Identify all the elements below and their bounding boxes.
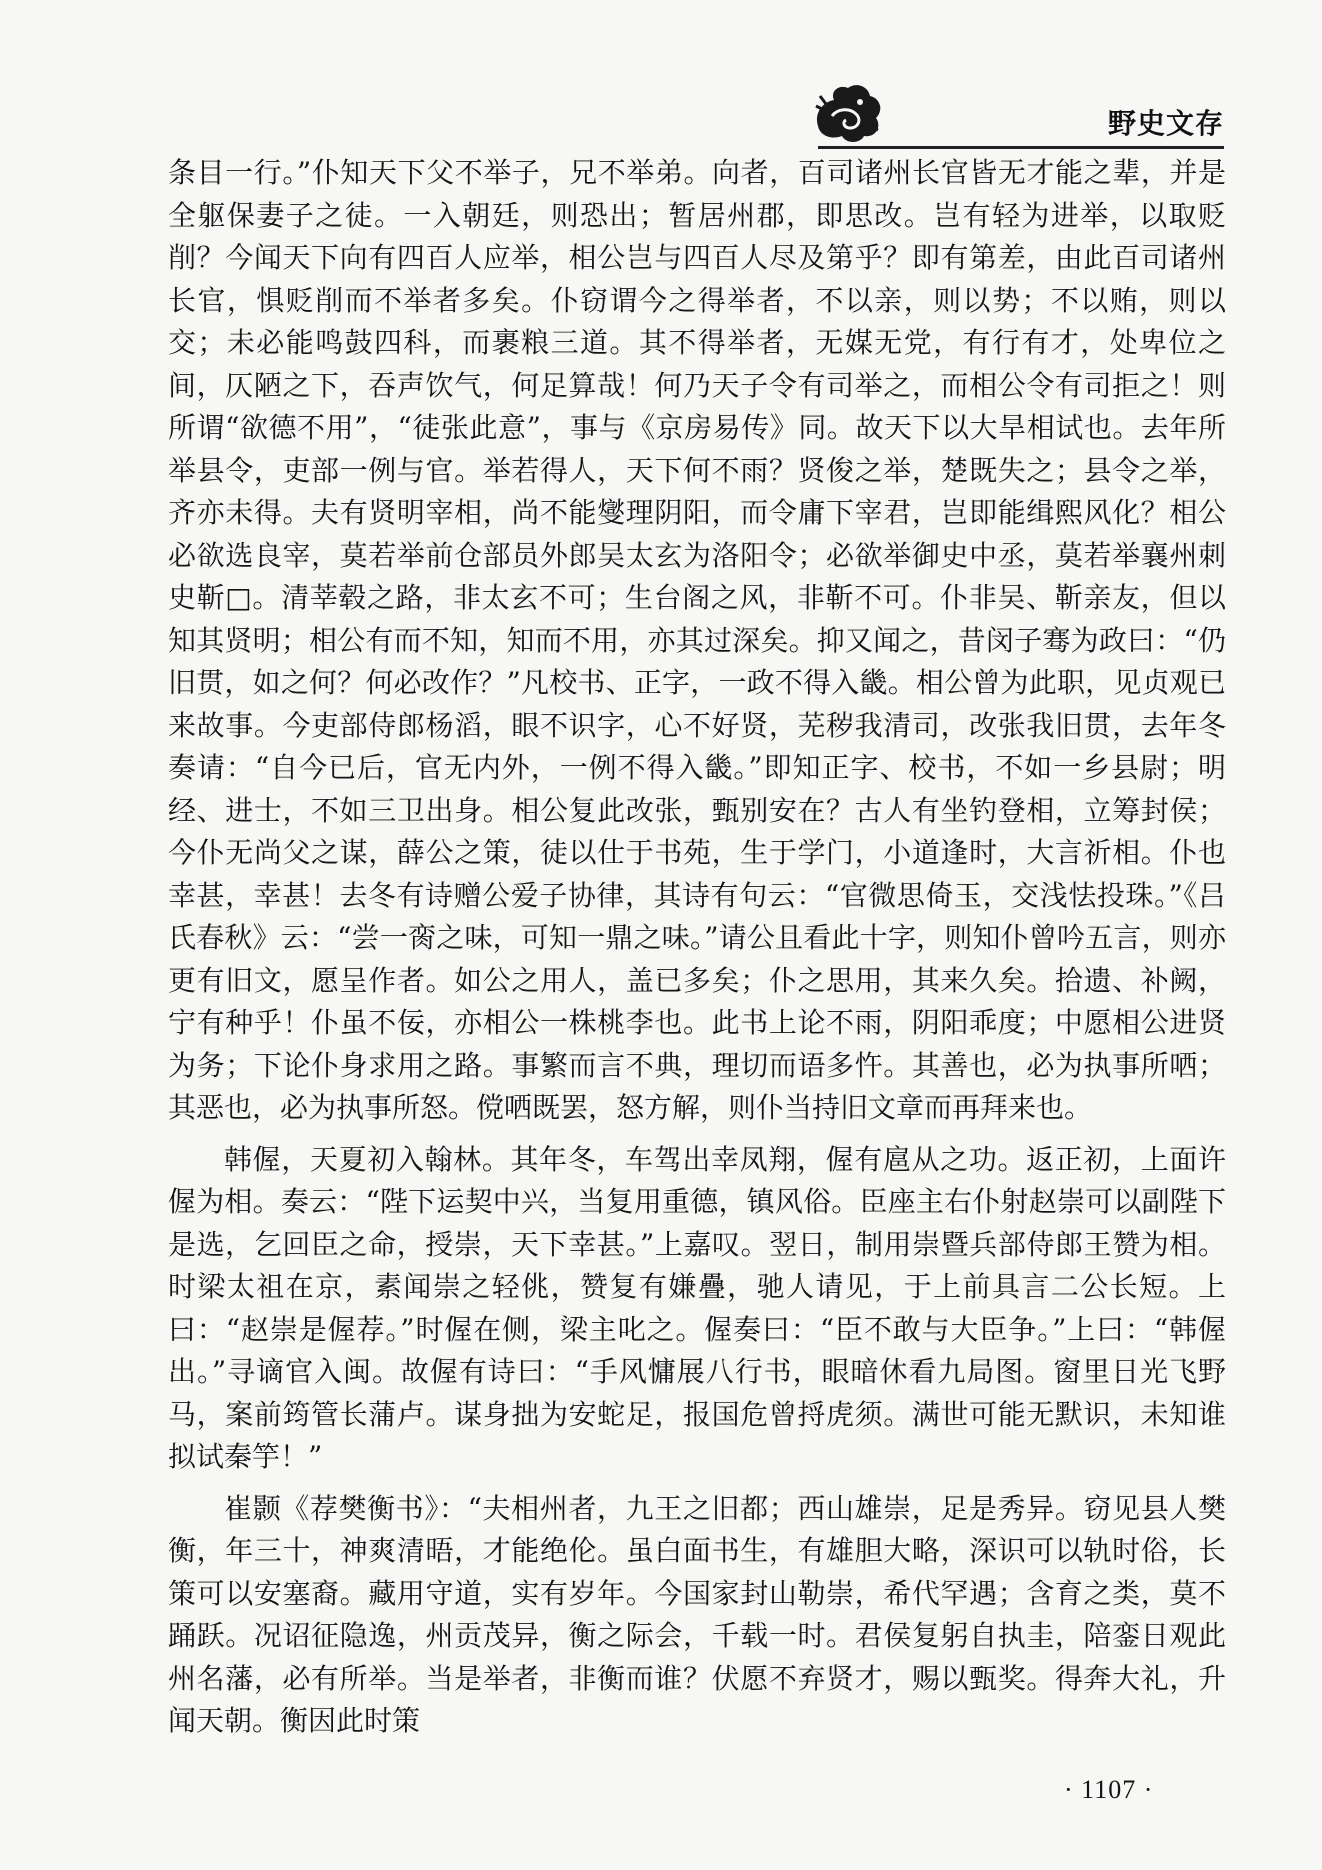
running-header (170, 88, 1224, 160)
header-rule (818, 146, 1224, 149)
header-title: 野史文存 (1107, 107, 1224, 140)
paragraph-1: 条目一行。”仆知天下父不举子，兄不举弟。向者，百司诸州长官皆无才能之辈，并是全躯保妻子之徒。一入朝廷，则恐出；暂居州郡，即思改。岂有轻为进举，以取贬削？今闻天下向有四百人应举，相公岂与四百人尽及第乎？即有第差，由此百司诸州长官，惧贬削而不举者多矣。仆窃谓今之得举者，不以亲，则以势；不以贿，则以交；未必能鸣鼓四科，而裹粮三道。其不得举者，无媒无党，有行有才，处卑位之间，仄陋之下，吞声饮气，何足算哉！何乃天子令有司举之，而相公令有司拒之！则所谓“欲德不用”，“徒张此意”，事与《京房易传》同。故天下以大旱相试也。去年所举县令，吏部一例与官。举若得人，天下何不雨？贤俊之举，楚既失之；县令之举，齐亦未得。夫有贤明宰相，尚不能燮理阴阳，而令庸下宰君，岂即能缉熙风化？相公必欲选良宰，莫若举前仓部员外郎吴太玄为洛阳令；必欲举御史中丞，莫若举襄州刺史靳□。清莘毂之路，非太玄不可；生台阁之风，非靳不可。仆非吴、靳亲友，但以知其贤明；相公有而不知，知而不用，亦其过深矣。抑又闻之，昔闵子骞为政曰：“仍旧贯，如之何？何必改作？”凡校书、正字，一政不得入畿。相公曾为此职，见贞观已来故事。今吏部侍郎杨滔，眼不识字，心不好贤，芜秽我清司，改张我旧贯，去年冬奏请：“自今已后，官无内外，一例不得入畿。”即知正字、校书，不如一乡县尉；明经、进士，不如三卫出身。相公复此改张，甄别安在？古人有坐钓登相，立筹封侯；今仆无尚父之谋，薛公之策，徒以仕于书苑，生于学门，小道逢时，大言祈相。仆也幸甚，幸甚！去冬有诗赠公爱子协律，其诗有句云：“官微思倚玉，交浅怯投珠。”《吕氏春秋》云：“尝一脔之味，可知一鼎之味。”请公且看此十字，则知仆曾吟五言，则亦更有旧文，愿呈作者。如公之用人，盖已多矣；仆之思用，其来久矣。拾遗、补阙，宁有种乎！仆虽不佞，亦相公一株桃李也。此书上论不雨，阴阳乖度；中愿相公进贤为务；下论仆身求用之路。事繁而言不典，理切而语多忤。其善也，必为执事所哂；其恶也，必为执事所怒。傥哂既罢，怒方解，则仆当持旧文章而再拜来也。 (168, 156, 1226, 1124)
paragraph-3: 崔颢《荐樊衡书》：“夫相州者，九王之旧都；西山雄崇，足是秀异。窃见县人樊衡，年三十，神爽清晤，才能绝伦。虽白面书生，有雄胆大略，深识可以轨时俗，长策可以安塞裔。藏用守道，实有岁年。今国家封山勒崇，希代罕遇；含育之类，莫不踊跃。况诏征隐逸，州贡茂异，衡之际会，千载一时。君侯复躬自执圭，陪銮日观此州名藩，必有所举。当是举者，非衡而谁？伏愿不弃贤才，赐以甄奖。得奔大礼，升闻天朝。衡因此时策 (168, 1491, 1226, 1737)
body-text (168, 152, 1226, 1752)
dragon-emblem-icon (810, 80, 886, 146)
page-number: · 1107 · (1064, 1775, 1154, 1804)
paragraph-2: 韩偓，天夏初入翰林。其年冬，车驾出幸凤翔，偓有扈从之功。返正初，上面许偓为相。奏云：“陛下运契中兴，当复用重德，镇风俗。臣座主右仆射赵崇可以副陛下是选，乞回臣之命，授崇，天下幸甚。”上嘉叹。翌日，制用崇暨兵部侍郎王赞为相。时梁太祖在京，素闻崇之轻佻，赞复有嫌疊，驰人请见，于上前具言二公长短。上曰：“赵崇是偓荐。”时偓在侧，梁主叱之。偓奏曰：“臣不敢与大臣争。”上曰：“韩偓出。”寻谪官入闽。故偓有诗曰：“手风慵展八行书，眼暗休看九局图。窗里日光飞野马，案前筠管长蒲卢。谋身拙为安蛇足，报国危曾捋虎须。满世可能无默识，未知谁拟试秦竽！” (168, 1142, 1226, 1473)
